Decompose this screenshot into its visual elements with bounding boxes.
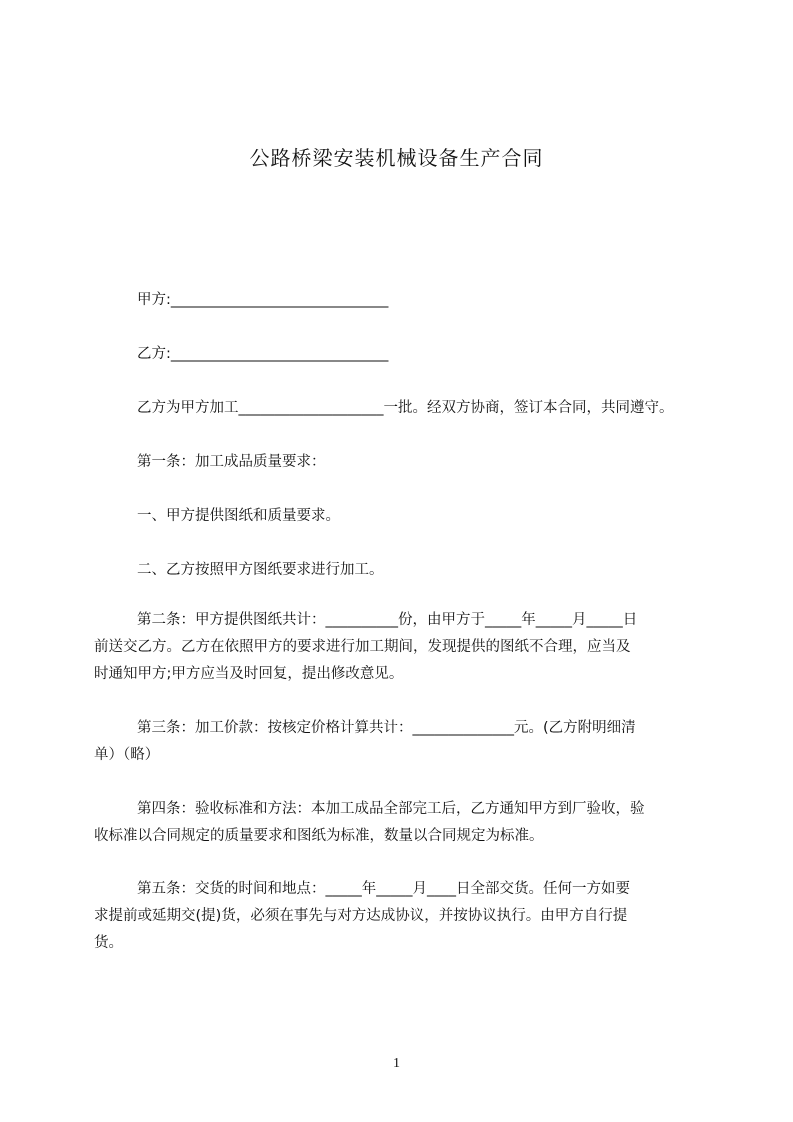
article1-item2-text: 二、乙方按照甲方图纸要求进行加工。 [137, 562, 384, 578]
article2-line-1: 第二条：甲方提供图纸共计：__________份，由甲方于_____年_____月_____日 [137, 612, 638, 628]
article2-line-3: 时通知甲方;甲方应当及时回复，提出修改意见。 [94, 666, 404, 682]
article1-heading-text: 第一条：加工成品质量要求： [137, 454, 326, 470]
article1-item1-text: 一、甲方提供图纸和质量要求。 [137, 508, 340, 524]
party-a-line: 甲方:______________________________ [137, 292, 389, 308]
article5-line-1: 第五条：交货的时间和地点：_____年_____月____日全部交货。任何一方如要 [137, 881, 630, 897]
article4-line-1: 第四条：验收标准和方法：本加工成品全部完工后，乙方通知甲方到厂验收，验 [137, 801, 645, 817]
article5-line-3: 货。 [94, 935, 123, 951]
party-b-line: 乙方:______________________________ [137, 346, 389, 362]
intro-line: 乙方为甲方加工____________________一批。经双方协商，签订本合同，共同遵守。 [137, 400, 674, 416]
article4-line-2: 收标准以合同规定的质量要求和图纸为标准，数量以合同规定为标准。 [94, 828, 544, 844]
article3-line-2: 单）（略） [94, 747, 160, 763]
article3-line-1: 第三条：加工价款：按核定价格计算共计：______________元。(乙方附明细清 [137, 720, 636, 736]
article2-line-2: 前送交乙方。乙方在依照甲方的要求进行加工期间，发现提供的图纸不合理，应当及 [94, 639, 631, 655]
article5-line-2: 求提前或延期交(提)货，必须在事先与对方达成协议，并按协议执行。由甲方自行提 [94, 908, 628, 924]
contract-title: 公路桥梁安装机械设备生产合同 [249, 146, 544, 170]
page-number: 1 [393, 1056, 400, 1071]
